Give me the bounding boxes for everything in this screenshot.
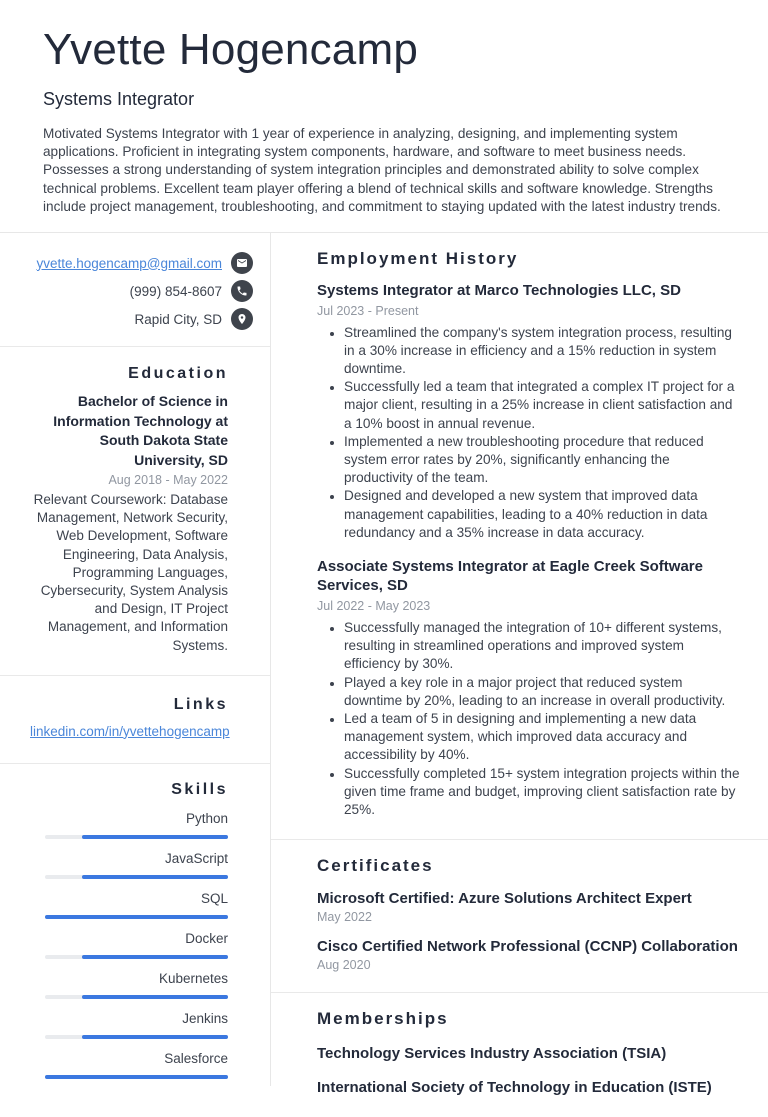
skill-bar-fill	[45, 1075, 228, 1079]
skill-bar-fill	[82, 995, 228, 999]
skill-bar	[45, 995, 228, 999]
job-entry	[317, 281, 740, 542]
skill-item	[45, 811, 228, 839]
skill-bar-fill	[82, 955, 228, 959]
links-heading: Links	[173, 695, 228, 713]
profile-summary: Motivated Systems Integrator with 1 year of experience in analyzing, designing, and implementing system applications. Proficient in integrating system components, hardware, and software to meet business needs. Possesses a strong understanding of system integration principles and demonstrated ability to solve complex technical problems. Excellent team player offering a blend of technical skills and software knowledge. Strengths include project management, troubleshooting, and commitment to staying updated with the latest industry trends.	[43, 126, 721, 214]
job-bullet-list	[317, 619, 740, 819]
certificates-section	[271, 840, 768, 993]
phone-icon	[231, 280, 253, 302]
skills-section	[0, 764, 270, 1099]
skill-bar	[45, 915, 228, 919]
certificate-title: Cisco Certified Network Professional (CCNP) Collaboration	[317, 938, 738, 956]
job-bullet-list	[317, 324, 740, 542]
sidebar	[0, 233, 271, 1086]
skill-item	[45, 1011, 228, 1039]
certificate-title: Microsoft Certified: Azure Solutions Architect Expert	[317, 890, 692, 908]
candidate-name: Yvette Hogencamp	[43, 25, 418, 74]
skill-item	[45, 891, 228, 919]
membership-entry: International Society of Technology in Education (ISTE)	[317, 1079, 712, 1097]
education-degree: Bachelor of Science in Information Technology at South Dakota State University, SD	[53, 393, 228, 468]
job-title: Associate Systems Integrator at Eagle Creek Software Services, SD	[317, 557, 703, 595]
skill-name: Python	[185, 810, 228, 826]
skill-name: Docker	[185, 930, 228, 946]
candidate-title: Systems Integrator	[43, 89, 195, 109]
memberships-heading: Memberships	[317, 1009, 449, 1029]
job-bullet: • Successfully led a team that integrated a complex IT project for a major client, resulting in a 25% increase in client satisfaction and a 10% boost in annual revenue.	[344, 378, 740, 433]
certificate-date: Aug 2020	[317, 958, 371, 973]
memberships-section	[271, 993, 768, 1117]
certificate-entry	[317, 937, 740, 972]
job-title: Systems Integrator at Marco Technologies LLC, SD	[317, 282, 681, 300]
job-bullet: • Streamlined the company's system integration process, resulting in a 30% increase in efficiency and a 15% reduction in system downtime.	[344, 324, 740, 379]
job-dates: Jul 2023 - Present	[317, 303, 419, 318]
education-dates: Aug 2018 - May 2022	[108, 473, 228, 488]
skill-bar	[45, 875, 228, 879]
job-bullet: • Designed and developed a new system that improved data management capabilities, leading to a 40% reduction in data redundancy and a 35% increase in data accuracy.	[344, 487, 740, 542]
email-link[interactable]: yvette.hogencamp@gmail.com	[36, 255, 222, 271]
skill-name: Kubernetes	[158, 970, 228, 986]
resume-header	[0, 0, 768, 233]
linkedin-link[interactable]: linkedin.com/in/yvettehogencamp	[30, 723, 230, 739]
education-section	[0, 347, 270, 676]
skill-name: SQL	[200, 890, 228, 906]
skill-bar-fill	[82, 1035, 228, 1039]
skill-bar	[45, 955, 228, 959]
skill-bar	[45, 1075, 228, 1079]
job-bullet: • Successfully completed 15+ system integration projects within the given time frame and budget, improving client satisfaction rate by 25%.	[344, 765, 740, 820]
skills-heading: Skills	[171, 780, 228, 798]
contact-section	[0, 233, 270, 347]
contact-row-email	[20, 249, 253, 277]
membership-entry: Technology Services Industry Association (TSIA)	[317, 1045, 667, 1063]
job-bullet: • Led a team of 5 in designing and implementing a new data management system, which improved data accuracy and accessibility by 40%.	[344, 710, 740, 765]
employment-section	[271, 233, 768, 840]
skill-bar	[45, 835, 228, 839]
skill-bar-fill	[45, 915, 228, 919]
job-bullet: • Successfully managed the integration of 10+ different systems, resulting in streamlined operations and improved system efficiency by 30%.	[344, 619, 740, 674]
phone-number: (999) 854-8607	[129, 283, 222, 299]
job-bullet: • Played a key role in a major project that reduced system downtime by 20%, leading to an increase in overall productivity.	[344, 674, 740, 710]
job-dates: Jul 2022 - May 2023	[317, 598, 431, 613]
skill-item	[45, 931, 228, 959]
certificate-entry	[317, 889, 740, 924]
skill-item	[45, 851, 228, 879]
skill-name: JavaScript	[164, 850, 228, 866]
skill-name: Jenkins	[182, 1010, 228, 1026]
links-section	[0, 676, 270, 764]
education-heading: Education	[128, 365, 228, 383]
certificate-date: May 2022	[317, 910, 372, 925]
location-text: Rapid City, SD	[134, 311, 222, 327]
skill-item	[45, 971, 228, 999]
skill-bar-fill	[82, 875, 228, 879]
certificates-heading: Certificates	[317, 856, 434, 876]
education-details: Relevant Coursework: Database Management, Network Security, Web Development, Software Engineering, Data Analysis, Programming Languages, Cybersecurity, System Analysis and Design, IT Project Management, and Information Systems.	[33, 492, 228, 653]
job-entry	[317, 557, 740, 819]
location-pin-icon	[231, 308, 253, 330]
job-bullet: • Implemented a new troubleshooting procedure that reduced system error rates by 20%, significantly enhancing the productivity of the team.	[344, 433, 740, 488]
employment-heading: Employment History	[317, 249, 519, 269]
skill-name: Salesforce	[164, 1050, 228, 1066]
main-column	[271, 233, 768, 1097]
contact-row-location	[20, 305, 253, 333]
contact-row-phone	[20, 277, 253, 305]
skill-bar-fill	[82, 835, 228, 839]
resume-body	[0, 233, 768, 1097]
email-icon	[231, 252, 253, 274]
skill-item	[45, 1051, 228, 1079]
skill-bar	[45, 1035, 228, 1039]
